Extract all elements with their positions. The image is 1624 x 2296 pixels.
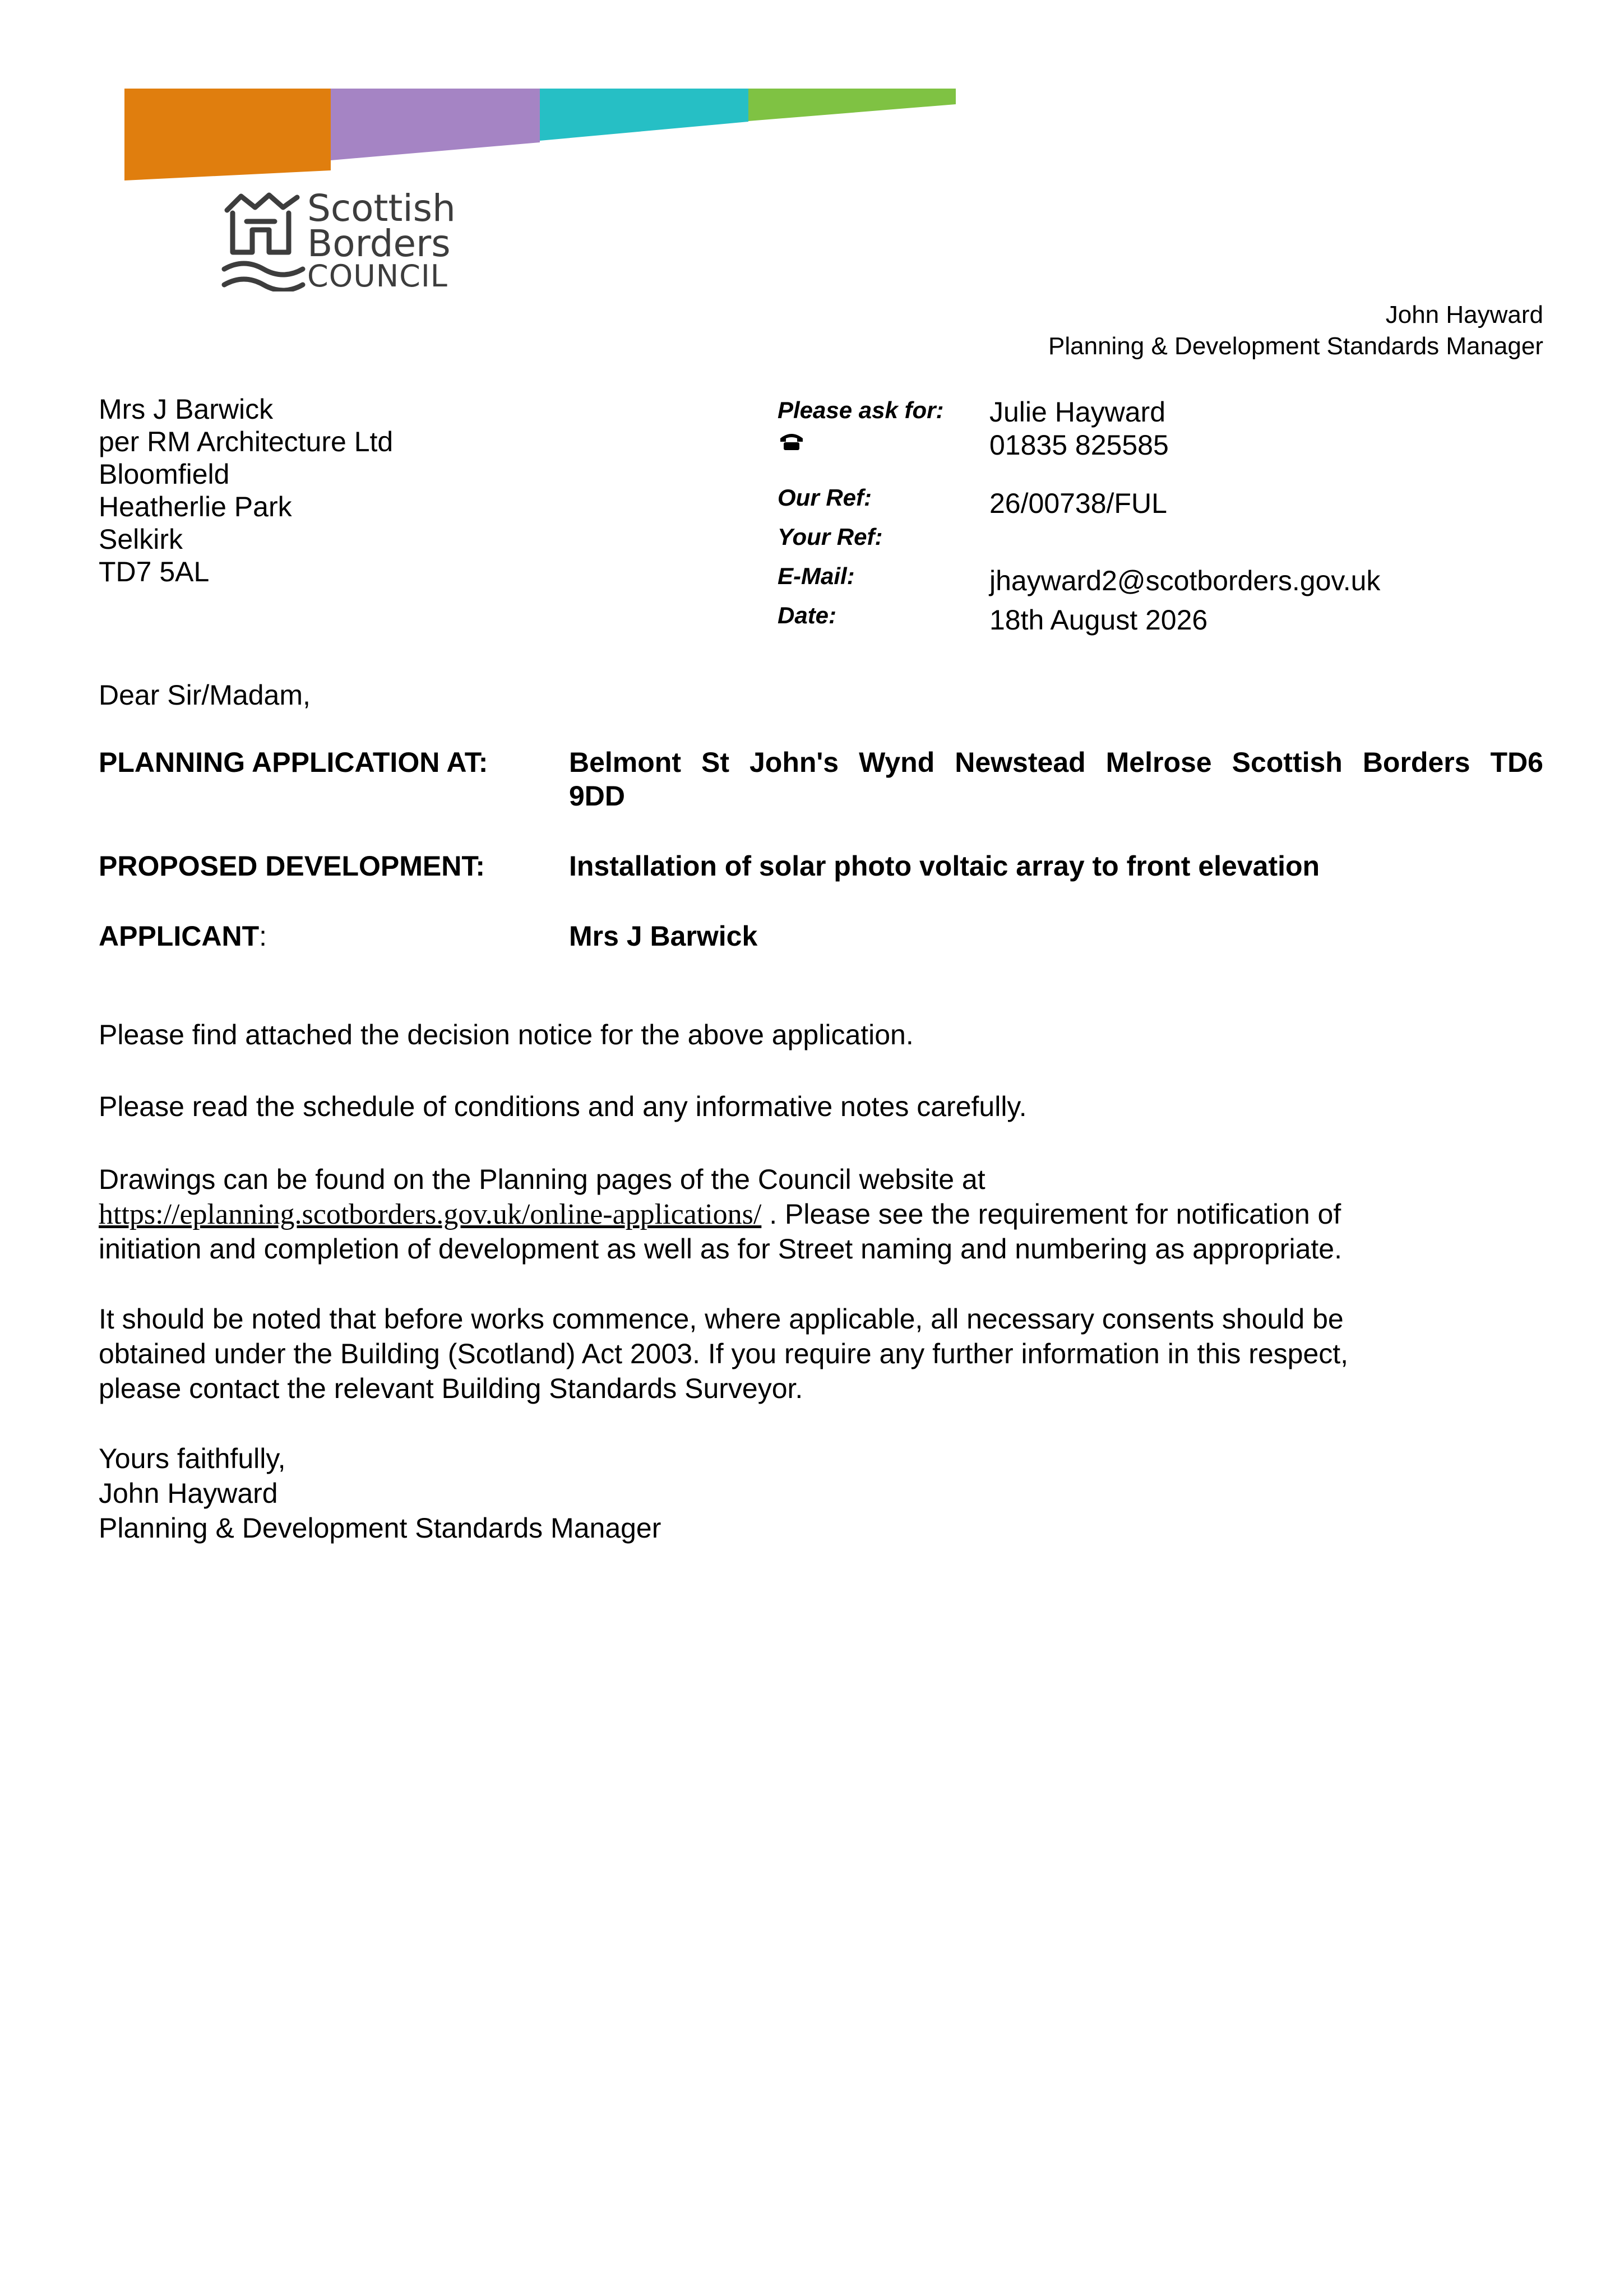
- body-paragraph-1: Please find attached the decision notice for the above application.: [99, 1019, 914, 1050]
- your-ref-label: Your Ref:: [778, 524, 883, 550]
- date-label: Date:: [778, 602, 837, 628]
- applicant-label-colon: :: [259, 920, 267, 952]
- recipient-line: Selkirk: [99, 524, 183, 555]
- banner-orange-band: [124, 89, 331, 180]
- recipient-line: Bloomfield: [99, 459, 230, 490]
- phone-icon: [779, 432, 804, 451]
- our-ref-value: 26/00738/FUL: [989, 488, 1167, 519]
- body-paragraph-3-line-3: initiation and completion of development as well as for Street naming and numbering as appropriate.: [99, 1233, 1342, 1265]
- sender-name: John Hayward: [1385, 301, 1543, 328]
- logo-text-borders: Borders: [307, 222, 451, 265]
- brand-colour-banner: [0, 0, 964, 185]
- banner-purple-band: [331, 89, 540, 160]
- please-ask-for-label: Please ask for:: [778, 397, 944, 423]
- signatory-name: John Hayward: [99, 1478, 278, 1509]
- valediction: Yours faithfully,: [99, 1443, 286, 1474]
- sender-title: Planning & Development Standards Manager: [1048, 332, 1543, 360]
- salutation: Dear Sir/Madam,: [99, 679, 311, 711]
- email-label: E-Mail:: [778, 563, 855, 589]
- applicant-value: Mrs J Barwick: [569, 920, 758, 952]
- body-paragraph-4-line-2: obtained under the Building (Scotland) Act 2003. If you require any further information in this respect,: [99, 1338, 1349, 1369]
- body-paragraph-3-line-2-text: . Please see the requirement for notification of: [761, 1198, 1341, 1230]
- recipient-line: Mrs J Barwick: [99, 394, 274, 425]
- applicant-label-text: APPLICANT: [99, 920, 260, 952]
- body-paragraph-4-line-3: please contact the relevant Building Standards Surveyor.: [99, 1373, 803, 1404]
- recipient-line: per RM Architecture Ltd: [99, 426, 394, 457]
- application-location-value: [569, 746, 1543, 813]
- recipient-line: Heatherlie Park: [99, 491, 292, 522]
- body-paragraph-3-line-1: Drawings can be found on the Planning pages of the Council website at: [99, 1164, 985, 1195]
- recipient-line: TD7 5AL: [99, 556, 210, 587]
- contact-email: jhayward2@scotborders.gov.uk: [989, 565, 1381, 596]
- proposed-development-label: PROPOSED DEVELOPMENT:: [99, 850, 485, 882]
- council-crest-icon: [221, 191, 306, 291]
- letter-date: 18th August 2026: [989, 604, 1208, 636]
- body-paragraph-4-line-1: It should be noted that before works commence, where applicable, all necessary consents should be: [99, 1303, 1344, 1335]
- body-paragraph-3-line-2: [99, 1197, 1341, 1232]
- recipient-address: [99, 392, 393, 587]
- banner-green-band: [748, 89, 956, 121]
- application-location-line: 9DD: [569, 780, 626, 812]
- logo-text-scottish: Scottish: [307, 187, 456, 230]
- application-location-line: Belmont St John's Wynd Newstead Melrose Scottish Borders TD6: [569, 747, 1543, 778]
- application-location-label: PLANNING APPLICATION AT:: [99, 747, 488, 778]
- body-paragraph-2: Please read the schedule of conditions and any informative notes carefully.: [99, 1091, 1027, 1122]
- planning-portal-link[interactable]: https://eplanning.scotborders.gov.uk/online-applications/: [99, 1198, 762, 1230]
- our-ref-label: Our Ref:: [778, 484, 872, 511]
- logo-text-council: COUNCIL: [307, 258, 448, 294]
- banner-teal-band: [540, 89, 748, 141]
- contact-name: Julie Hayward: [989, 396, 1166, 428]
- signatory-title: Planning & Development Standards Manager: [99, 1512, 661, 1544]
- contact-phone: 01835 825585: [989, 429, 1169, 461]
- applicant-label: [99, 919, 267, 953]
- proposed-development-value: Installation of solar photo voltaic array to front elevation: [569, 850, 1320, 882]
